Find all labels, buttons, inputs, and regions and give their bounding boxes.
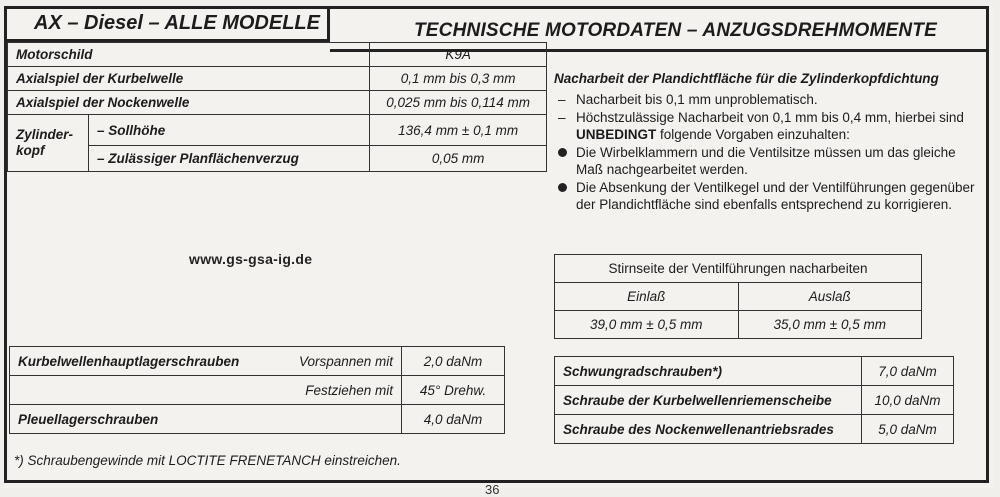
- engine-spec-table: [7, 42, 547, 172]
- bullet-icon: [558, 179, 567, 196]
- table-row: [555, 357, 954, 386]
- table-row: [10, 405, 505, 434]
- verzug-value: 0,05 mm: [370, 146, 547, 172]
- vorspannen-label: Vorspannen mit: [266, 347, 402, 376]
- verzug-label: – Zulässiger Planflächenverzug: [89, 146, 370, 172]
- valve-guide-table: [554, 254, 922, 339]
- motorschild-label: Motorschild: [8, 43, 370, 67]
- note-text: Höchstzulässige Nacharbeit von 0,1 mm bis 0,4 mm, hierbei sind: [576, 110, 964, 125]
- torque-bolts-table: [554, 356, 954, 444]
- festziehen-label: Festziehen mit: [266, 376, 402, 405]
- motorschild-value: K9A: [370, 43, 547, 67]
- dash-icon: –: [558, 92, 566, 107]
- axial-nocken-value: 0,025 mm bis 0,114 mm: [370, 91, 547, 115]
- note-item: [554, 179, 984, 213]
- axial-kurbel-value: 0,1 mm bis 0,3 mm: [370, 67, 547, 91]
- note-item: [554, 91, 984, 108]
- table-row: [10, 347, 505, 376]
- riemen-value: 10,0 daNm: [862, 386, 954, 415]
- axial-kurbel-label: Axialspiel der Kurbelwelle: [8, 67, 370, 91]
- table-row: [8, 146, 547, 172]
- auslass-label: Auslaß: [738, 283, 922, 311]
- manual-page: [4, 6, 994, 488]
- table-row: [8, 91, 547, 115]
- table-row: [10, 376, 505, 405]
- pleuel-value: 4,0 daNm: [402, 405, 505, 434]
- riemen-label: Schraube der Kurbelwellenriemenscheibe: [555, 386, 862, 415]
- note-emphasis: UNBEDINGT: [576, 127, 657, 142]
- note-text: Nacharbeit bis 0,1 mm unproblematisch.: [576, 92, 818, 107]
- table-row: [555, 311, 922, 339]
- header-title: TECHNISCHE MOTORDATEN – ANZUGSDREHMOMENTE: [330, 6, 989, 52]
- sollhoehe-value: 136,4 mm ± 0,1 mm: [370, 115, 547, 146]
- notes-title: Nacharbeit der Plandichtfläche für die Zylinderkopfdichtung: [554, 71, 939, 86]
- dash-icon: –: [558, 110, 566, 125]
- note-item: [554, 144, 984, 178]
- einlass-value: 39,0 mm ± 0,5 mm: [555, 311, 739, 339]
- resurfacing-notes: [554, 70, 984, 214]
- valve-title: Stirnseite der Ventilführungen nacharbeiten: [555, 255, 922, 283]
- table-row: [555, 255, 922, 283]
- axial-nocken-label: Axialspiel der Nockenwelle: [8, 91, 370, 115]
- table-row: [8, 67, 547, 91]
- page-number: 36: [485, 482, 500, 497]
- nocken-value: 5,0 daNm: [862, 415, 954, 444]
- note-text: folgende Vorgaben einzuhalten:: [656, 127, 850, 142]
- table-row: [8, 115, 547, 146]
- sollhoehe-label: – Sollhöhe: [89, 115, 370, 146]
- nocken-label: Schraube des Nockenwellenantriebsrades: [555, 415, 862, 444]
- schwungrad-label: Schwungradschrauben*): [555, 357, 862, 386]
- note-text: Die Wirbelklammern und die Ventilsitze müssen um das gleiche Maß nachgearbeitet werden.: [576, 145, 956, 177]
- kw-bolts-label: Kurbelwellenhauptlagerschrauben: [10, 347, 267, 376]
- table-row: [555, 283, 922, 311]
- website-watermark: www.gs-gsa-ig.de: [189, 251, 313, 267]
- header-model: AX – Diesel – ALLE MODELLE: [4, 6, 330, 42]
- bearing-bolts-table: [9, 346, 505, 434]
- bullet-icon: [558, 144, 567, 161]
- festziehen-value: 45° Drehw.: [402, 376, 505, 405]
- table-row: [8, 43, 547, 67]
- note-text: Die Absenkung der Ventilkegel und der Ventilführungen gegenüber der Plandichtfläche sind ebenfalls entsprechend zu korrigieren.: [576, 180, 975, 212]
- note-item: [554, 109, 984, 143]
- table-row: [555, 415, 954, 444]
- table-row: [555, 386, 954, 415]
- schwungrad-value: 7,0 daNm: [862, 357, 954, 386]
- pleuel-label: Pleuellagerschrauben: [10, 405, 402, 434]
- auslass-value: 35,0 mm ± 0,5 mm: [738, 311, 922, 339]
- footnote: *) Schraubengewinde mit LOCTITE FRENETANCH einstreichen.: [14, 453, 401, 468]
- vorspannen-value: 2,0 daNm: [402, 347, 505, 376]
- einlass-label: Einlaß: [555, 283, 739, 311]
- zylinderkopf-label: Zylinder-kopf: [8, 115, 89, 172]
